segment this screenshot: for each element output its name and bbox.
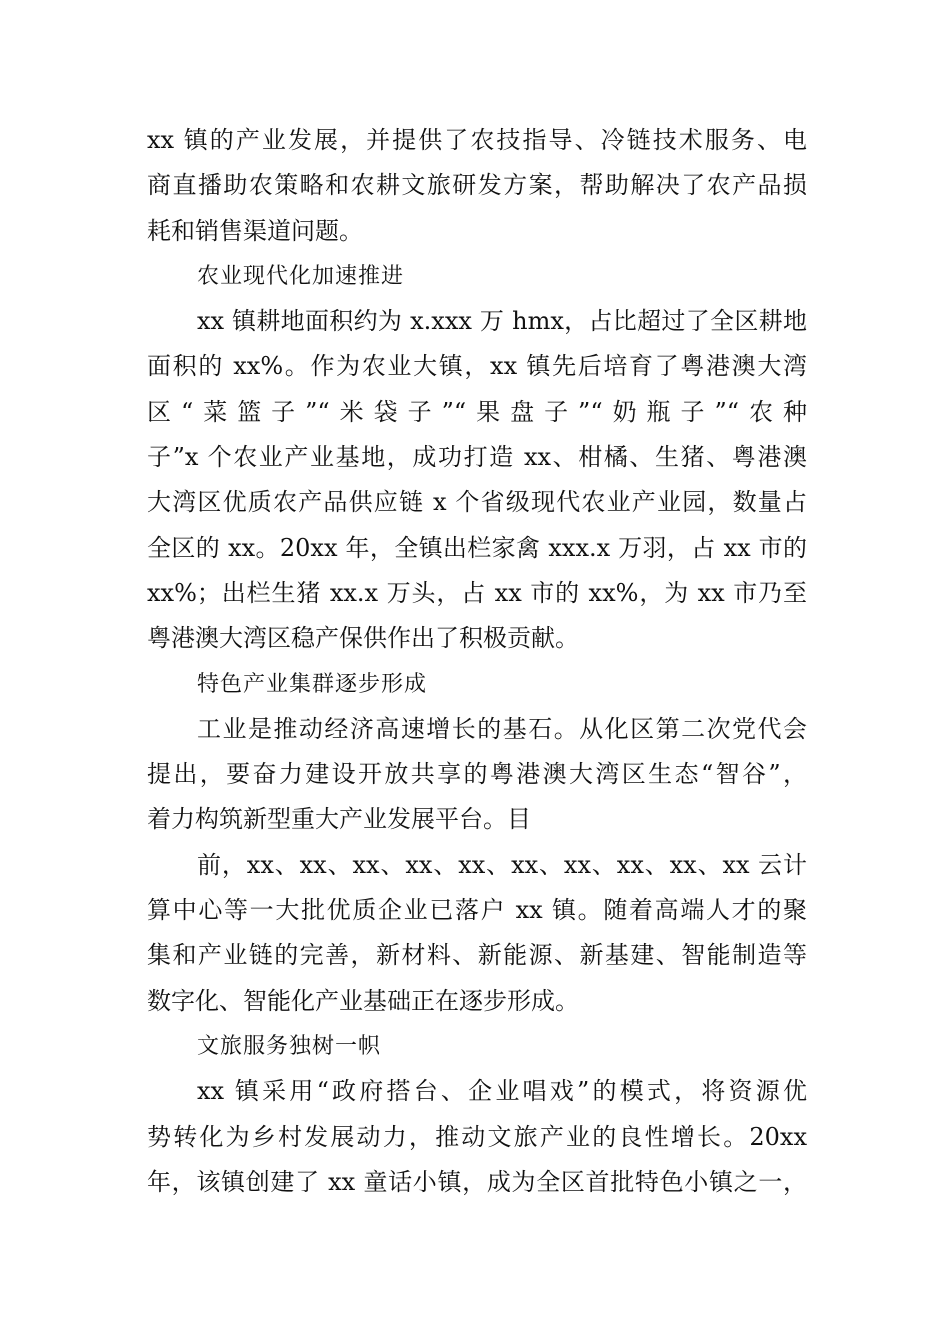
paragraph-line: 全区的 xx。20xx 年，全镇出栏家禽 xxx.x 万羽，占 xx 市的 bbox=[147, 533, 807, 562]
paragraph-line: xx 镇耕地面积约为 x.xxx 万 hmx，占比超过了全区耕地 bbox=[197, 307, 807, 336]
paragraph-line: xx%；出栏生猪 xx.x 万头，占 xx 市的 xx%，为 xx 市乃至 bbox=[147, 578, 807, 607]
paragraph-line: 耗和销售渠道问题。 bbox=[147, 216, 363, 245]
section-heading: 农业现代化加速推进 bbox=[197, 263, 405, 289]
section-heading: 文旅服务独树一帜 bbox=[197, 1033, 382, 1059]
paragraph-line: 子”x 个农业产业基地，成功打造 xx、柑橘、生猪、粤港澳 bbox=[147, 443, 807, 472]
paragraph-line: 工业是推动经济高速增长的基石。从化区第二次党代会 bbox=[197, 714, 807, 743]
paragraph-line: 着力构筑新型重大产业发展平台。目 bbox=[147, 805, 531, 834]
paragraph-line: 算中心等一大批优质企业已落户 xx 镇。随着高端人才的聚 bbox=[147, 896, 807, 925]
paragraph-line: 面积的 xx%。作为农业大镇，xx 镇先后培育了粤港澳大湾 bbox=[147, 352, 807, 381]
section-heading: 特色产业集群逐步形成 bbox=[197, 671, 428, 697]
paragraph-line: xx 镇采用“政府搭台、企业唱戏”的模式，将资源优 bbox=[197, 1077, 807, 1106]
paragraph-line: 势转化为乡村发展动力，推动文旅产业的良性增长。20xx bbox=[147, 1122, 807, 1151]
paragraph-line: xx 镇的产业发展，并提供了农技指导、冷链技术服务、电 bbox=[147, 126, 807, 154]
paragraph-line: 年，该镇创建了 xx 童话小镇，成为全区首批特色小镇之一， bbox=[147, 1167, 807, 1196]
document-body bbox=[147, 118, 807, 1205]
paragraph-line: 区“菜篮子”“米袋子”“果盘子”“奶瓶子”“农种 bbox=[147, 397, 807, 426]
paragraph-line: 集和产业链的完善，新材料、新能源、新基建、智能制造等 bbox=[147, 941, 807, 970]
paragraph-line: 数字化、智能化产业基础正在逐步形成。 bbox=[147, 986, 579, 1015]
paragraph-line: 粤港澳大湾区稳产保供作出了积极贡献。 bbox=[147, 624, 579, 653]
paragraph-line: 大湾区优质农产品供应链 x 个省级现代农业产业园，数量占 bbox=[147, 488, 807, 517]
paragraph-line: 前，xx、xx、xx、xx、xx、xx、xx、xx、xx、xx 云计 bbox=[197, 850, 807, 879]
paragraph-line: 提出，要奋力建设开放共享的粤港澳大湾区生态“智谷”， bbox=[147, 760, 807, 789]
paragraph-line: 商直播助农策略和农耕文旅研发方案，帮助解决了农产品损 bbox=[147, 171, 807, 200]
